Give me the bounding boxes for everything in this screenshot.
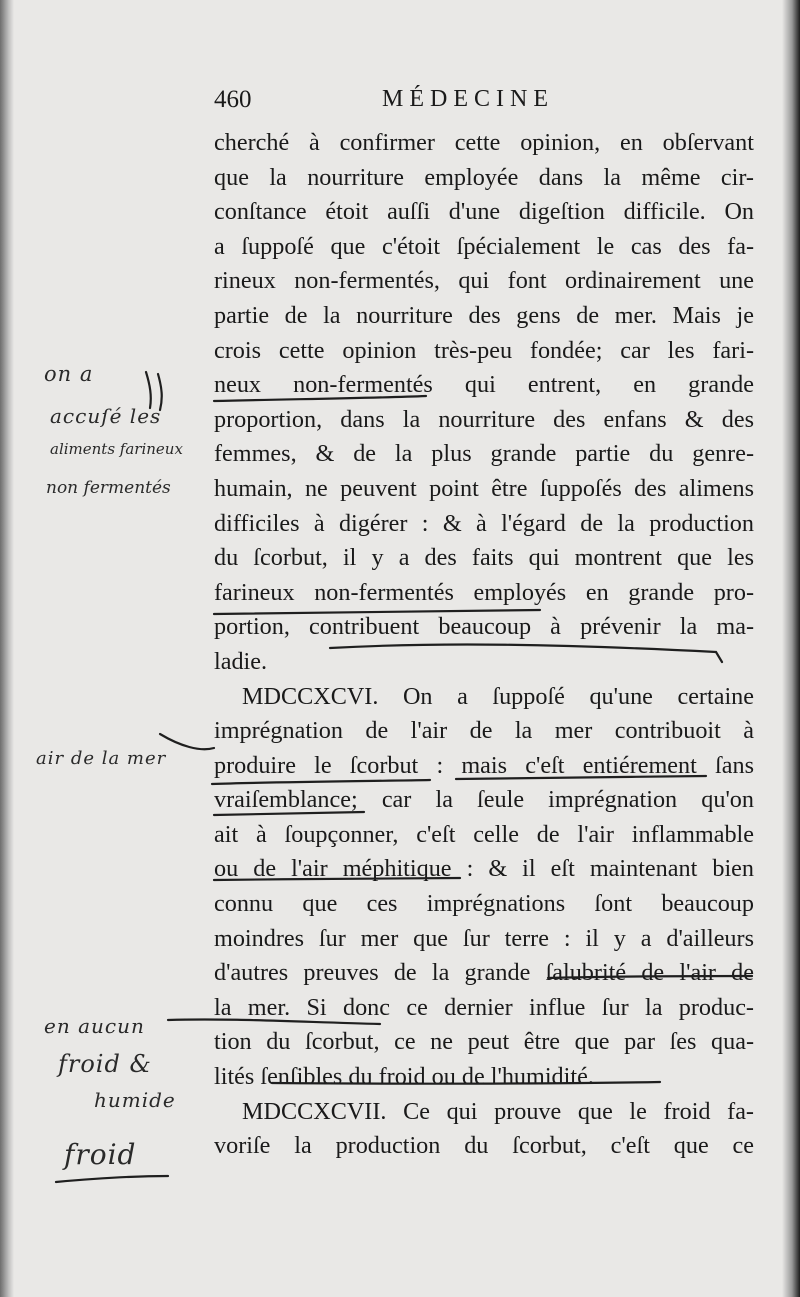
margin-note-1-line-2: accuſé les: [50, 404, 162, 428]
text-line: femmes, & de la plus grande partie du genre-: [214, 440, 754, 468]
text-line: vraiſemblance; car la ſeule imprégnation qu'on: [214, 786, 754, 814]
margin-note-3-line-3: humide: [94, 1088, 176, 1112]
text-line: a ſuppoſé que c'étoit ſpécialement le cas des fa-: [214, 232, 754, 260]
text-line: que la nourriture employée dans la même cir-: [214, 163, 754, 191]
margin-note-1-line-3: aliments farineux: [50, 440, 183, 458]
text-line: difficiles à digérer : & à l'égard de la production: [214, 509, 754, 537]
margin-bracket-stroke: [146, 372, 151, 408]
text-line: humain, ne peuvent point être ſuppoſés des alimens: [214, 474, 754, 502]
running-head: MÉDECINE: [382, 86, 554, 112]
text-line: produire le ſcorbut : mais c'eſt entiérement ſans: [214, 751, 754, 779]
text-line: ou de l'air méphitique : & il eſt maintenant bien: [214, 855, 754, 883]
text-line: imprégnation de l'air de la mer contribuoit à: [214, 717, 754, 745]
text-line: moindres ſur mer que ſur terre : il y a d'ailleurs: [214, 924, 754, 952]
text-line: farineux non-fermentés employés en grande pro-: [214, 578, 754, 606]
margin-note-3-line-1: en aucun: [44, 1014, 145, 1038]
text-line: partie de la nourriture des gens de mer. Mais je: [214, 301, 754, 329]
margin-arrow-stroke: [160, 734, 214, 749]
paragraph-start-MDCCXCVII: MDCCXCVII. Ce qui prouve que le froid fa-: [242, 1097, 754, 1125]
text-line: crois cette opinion très-peu fondée; car les fari-: [214, 336, 754, 364]
margin-note-3-line-2: froid &: [58, 1050, 152, 1078]
margin-note-4: froid: [64, 1138, 137, 1171]
text-line: d'autres preuves de la grande ſalubrité de l'air de: [214, 959, 754, 987]
text-line: ladie.: [214, 647, 268, 675]
page-number: 460: [214, 86, 252, 113]
text-line: conſtance étoit auſſi d'une digeſtion difficile. On: [214, 198, 754, 226]
text-line: du ſcorbut, il y a des faits qui montrent que les: [214, 544, 754, 572]
text-line: voriſe la production du ſcorbut, c'eſt que ce: [214, 1132, 754, 1160]
text-line: proportion, dans la nourriture des enfans & des: [214, 405, 754, 433]
body-text: [214, 126, 754, 1164]
margin-note-2: air de la mer: [36, 748, 167, 769]
text-line: rineux non-fermentés, qui font ordinairement une: [214, 267, 754, 295]
paragraph-start-MDCCXCVI: MDCCXCVI. On a ſuppoſé qu'une certaine: [242, 682, 754, 710]
margin-strike-froid: [56, 1176, 168, 1182]
text-line: ait à ſoupçonner, c'eſt celle de l'air inflammable: [214, 820, 754, 848]
text-line: tion du ſcorbut, ce ne peut être que par ſes qua-: [214, 1028, 754, 1056]
text-line: lités ſenſibles du froid ou de l'humidité.: [214, 1063, 594, 1091]
text-line: connu que ces imprégnations ſont beaucoup: [214, 890, 754, 918]
text-line: neux non-fermentés qui entrent, en grande: [214, 371, 754, 399]
page-gutter-shadow: [0, 0, 14, 1297]
page-edge-shadow: [782, 0, 800, 1297]
text-line: portion, contribuent beaucoup à prévenir la ma-: [214, 613, 754, 641]
page-header: [214, 86, 754, 120]
text-line: la mer. Si donc ce dernier influe ſur la produc-: [214, 993, 754, 1021]
margin-note-1-line-1: on a: [44, 362, 94, 386]
margin-note-1-line-4: non fermentés: [46, 478, 171, 498]
text-line: cherché à confirmer cette opinion, en obſervant: [214, 129, 754, 156]
